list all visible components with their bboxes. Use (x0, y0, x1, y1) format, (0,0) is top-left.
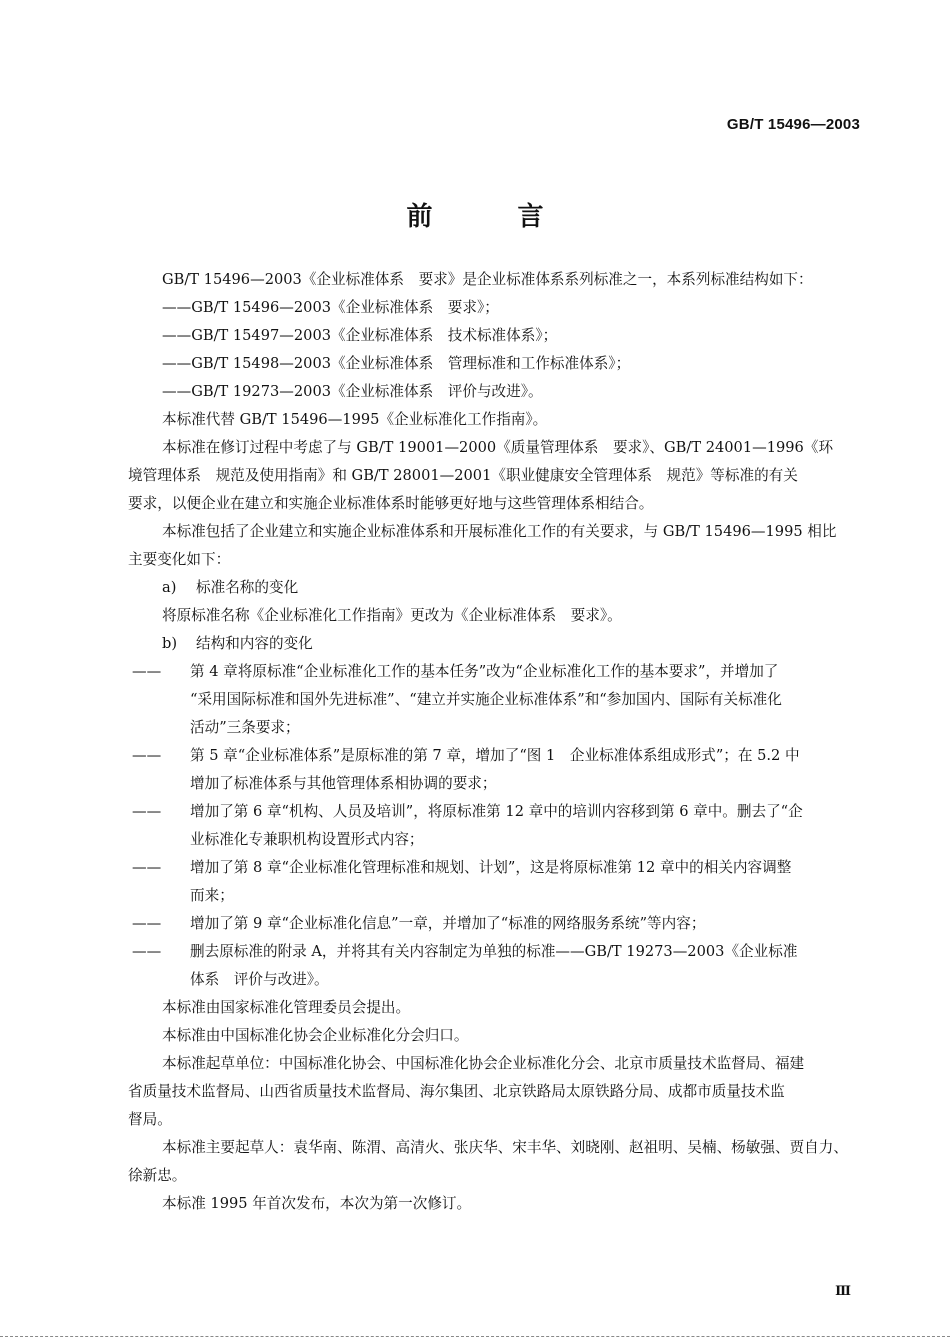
change-detail (128, 798, 866, 826)
item-heading: 结构和内容的变化 (196, 635, 313, 652)
drafting-units-line: 省质量技术监督局、山西省质量技术监督局、海尔集团、北京铁路局太原铁路分局、成都市质量技术监 (128, 1083, 785, 1100)
change-detail (128, 854, 866, 882)
dash-marker: —— (132, 943, 162, 960)
change-detail (128, 938, 866, 966)
dash-marker: —— (132, 663, 162, 680)
item-a-detail: 将原标准名称《企业标准化工作指南》更改为《企业标准体系 要求》。 (162, 607, 622, 624)
page-title: 前 言 (406, 202, 582, 232)
standard-code: GB/T 15496—2003 (726, 116, 860, 133)
series-list-item: ——GB/T 15498—2003《企业标准体系 管理标准和工作标准体系》； (162, 355, 631, 372)
series-list-item: ——GB/T 15497—2003《企业标准体系 技术标准体系》； (162, 327, 558, 344)
changes-intro-line: 主要变化如下： (128, 551, 231, 568)
drafters-line: 本标准主要起草人：袁华南、陈渭、高清火、张庆华、宋丰华、刘晓刚、赵祖明、吴楠、杨敏强、贾自力、 (162, 1139, 848, 1156)
replaces-paragraph: 本标准代替 GB/T 15496—1995《企业标准化工作指南》。 (162, 411, 548, 428)
change-detail-line: 第 4 章将原标准“企业标准化工作的基本任务”改为“企业标准化工作的基本要求”，并增加了 (190, 663, 779, 680)
dash-marker: —— (132, 747, 162, 764)
preface-body (128, 266, 866, 1218)
scan-edge-line (0, 1336, 950, 1338)
change-item-a (128, 574, 866, 602)
change-detail-line: 增加了第 6 章“机构、人员及培训”，将原标准第 12 章中的培训内容移到第 6 章中。删去了“企 (190, 803, 803, 820)
change-detail-line: 体系 评价与改进》。 (190, 971, 329, 988)
change-detail (128, 910, 866, 938)
publication-history: 本标准 1995 年首次发布，本次为第一次修订。 (162, 1195, 472, 1212)
change-detail (128, 742, 866, 770)
drafters-line: 徐新忠。 (128, 1167, 187, 1184)
series-list-item: ——GB/T 15496—2003《企业标准体系 要求》； (162, 299, 499, 316)
change-item-b (128, 630, 866, 658)
change-detail-line: 第 5 章“企业标准体系”是原标准的第 7 章，增加了“图 1 企业标准体系组成形式”；在 5.2 中 (190, 747, 800, 764)
change-detail-line: 活动”三条要求； (190, 719, 300, 736)
change-detail-line: 增加了标准体系与其他管理体系相协调的要求； (190, 775, 497, 792)
drafting-units-line: 督局。 (128, 1111, 172, 1128)
item-label: a) (162, 579, 177, 596)
series-list-item: ——GB/T 19273—2003《企业标准体系 评价与改进》。 (162, 383, 543, 400)
changes-intro-line: 本标准包括了企业建立和实施企业标准体系和开展标准化工作的有关要求，与 GB/T 15496—1995 相比 (162, 523, 837, 540)
item-heading: 标准名称的变化 (196, 579, 299, 596)
revision-paragraph-line: 境管理体系 规范及使用指南》和 GB/T 28001—2001《职业健康安全管理体系 规范》等标准的有关 (128, 467, 798, 484)
page-number: Ⅲ (835, 1284, 850, 1299)
dash-marker: —— (132, 915, 162, 932)
change-detail-line: 删去原标准的附录 A，并将其有关内容制定为单独的标准——GB/T 19273—2003《企业标准 (190, 943, 798, 960)
change-detail-line: 而来； (190, 887, 234, 904)
dash-marker: —— (132, 803, 162, 820)
item-label: b) (162, 635, 178, 652)
change-detail-line: “采用国际标准和国外先进标准”、“建立并实施企业标准体系”和“参加国内、国际有关标准化 (190, 691, 782, 708)
centralized-by-paragraph: 本标准由中国标准化协会企业标准化分会归口。 (162, 1027, 469, 1044)
revision-paragraph-line: 本标准在修订过程中考虑了与 GB/T 19001—2000《质量管理体系 要求》、GB/T 24001—1996《环 (162, 439, 834, 456)
intro-paragraph: GB/T 15496—2003《企业标准体系 要求》是企业标准体系系列标准之一，本系列标准结构如下： (162, 271, 813, 288)
change-detail-line: 增加了第 8 章“企业标准化管理标准和规划、计划”，这是将原标准第 12 章中的相关内容调整 (190, 859, 792, 876)
change-detail (128, 658, 866, 686)
dash-marker: —— (132, 859, 162, 876)
change-detail-line: 业标准化专兼职机构设置形式内容； (190, 831, 424, 848)
change-detail-line: 增加了第 9 章“企业标准化信息”一章，并增加了“标准的网络服务系统”等内容； (190, 915, 706, 932)
revision-paragraph-line: 要求，以便企业在建立和实施企业标准体系时能够更好地与这些管理体系相结合。 (128, 495, 654, 512)
proposer-paragraph: 本标准由国家标准化管理委员会提出。 (162, 999, 411, 1016)
drafting-units-line: 本标准起草单位：中国标准化协会、中国标准化协会企业标准化分会、北京市质量技术监督局、福建 (162, 1055, 805, 1072)
